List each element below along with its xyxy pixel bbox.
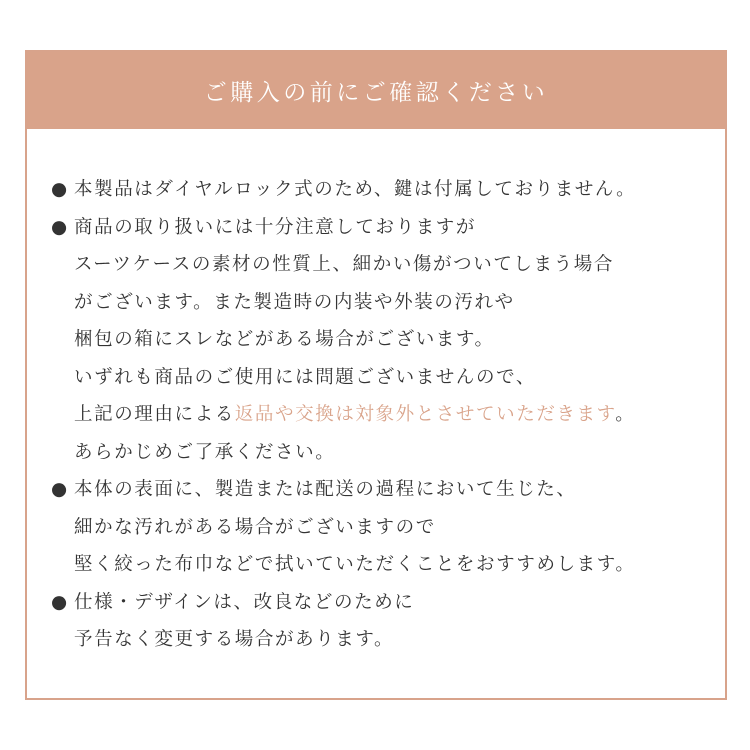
notice-line — [51, 434, 711, 472]
notice-line — [51, 621, 711, 659]
notice-line — [51, 209, 711, 247]
bullet-icon: ● — [51, 591, 69, 613]
line-text: 予告なく変更する場合があります。 — [74, 629, 395, 650]
line-text: 細かな汚れがある場合がございますので — [74, 516, 436, 538]
line-text: スーツケースの素材の性質上、細かい傷がついてしまう場合 — [74, 254, 614, 275]
line-text: いずれも商品のご使用には問題ございませんので、 — [74, 366, 536, 388]
notice-line — [51, 584, 711, 622]
line-text: 仕様・デザインは、改良などのために — [74, 591, 415, 613]
line-text: 商品の取り扱いには十分注意しておりますが — [74, 216, 477, 238]
notice-line — [51, 246, 711, 284]
notice-line — [51, 284, 711, 322]
notice-line — [51, 321, 711, 359]
line-text: 上記の理由による — [74, 404, 235, 425]
line-text: あらかじめご了承ください。 — [74, 441, 336, 463]
notice-body — [51, 171, 711, 659]
line-text: 本体の表面に、製造または配送の過程において生じた、 — [74, 479, 577, 500]
line-text: がございます。また製造時の内装や外装の汚れや — [74, 291, 515, 313]
bullet-icon: ● — [51, 179, 69, 200]
line-text: 梱包の箱にスレなどがある場合がございます。 — [74, 329, 495, 350]
notice-line — [51, 396, 711, 434]
notice-header — [27, 52, 725, 129]
line-text-end: 。 — [615, 404, 636, 425]
bullet-icon: ● — [51, 216, 69, 238]
notice-line — [51, 171, 711, 209]
notice-title: ご購入の前にご確認ください — [203, 80, 549, 106]
notice-line — [51, 359, 711, 397]
return-exchange-highlight: 返品や交換は対象外とさせていただきます — [234, 404, 616, 425]
bullet-icon: ● — [51, 479, 69, 500]
notice-line — [51, 546, 711, 584]
notice-line — [51, 509, 711, 547]
line-text: 本製品はダイヤルロック式のため、鍵は付属しておりません。 — [74, 179, 637, 200]
notice-box — [25, 50, 727, 700]
notice-line — [51, 471, 711, 509]
line-text: 堅く絞った布巾などで拭いていただくことをおすすめします。 — [74, 554, 636, 575]
